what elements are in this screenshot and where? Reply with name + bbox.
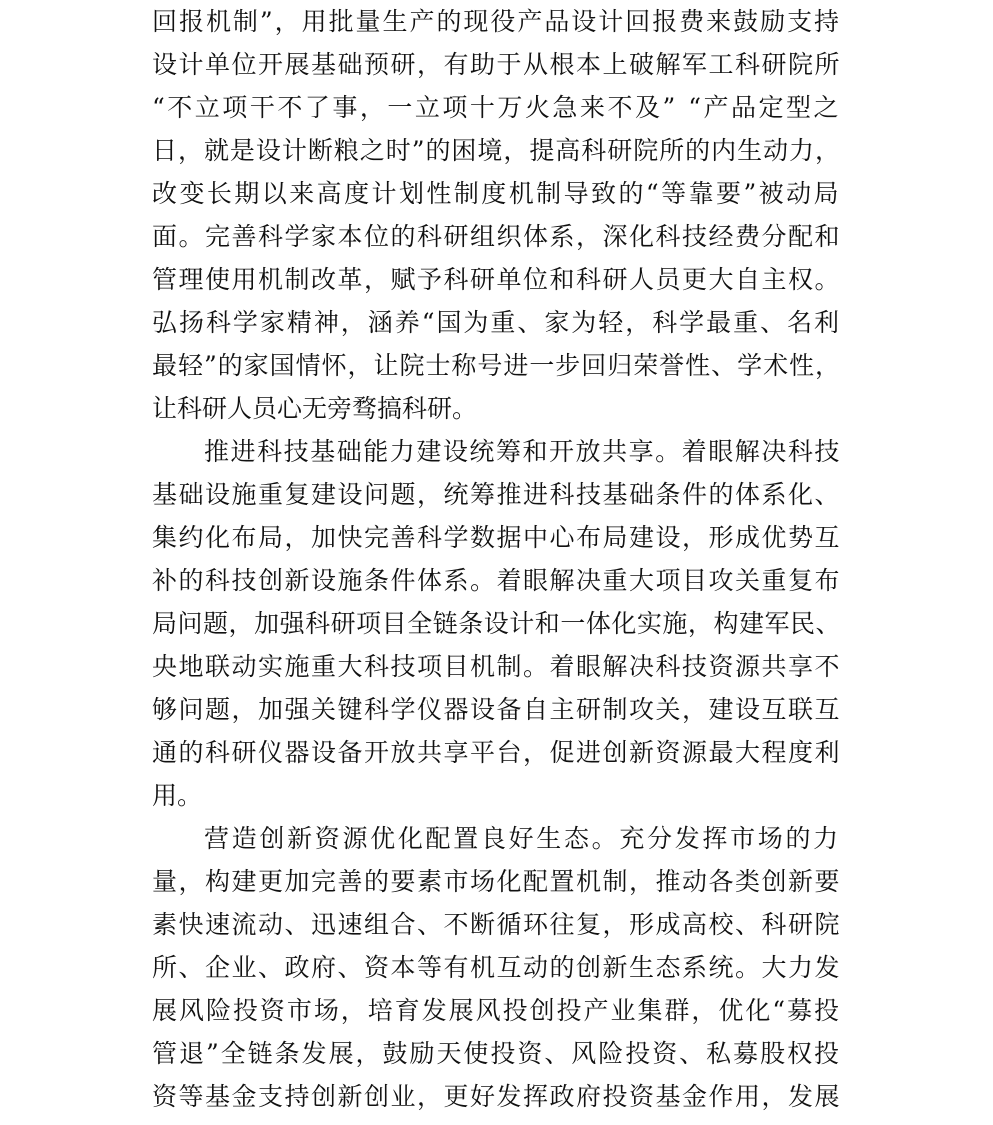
text-line: 局问题，加强科研项目全链条设计和一体化实施，构建军民、 bbox=[152, 609, 842, 638]
text-line: 让科研人员心无旁骛搞科研。 bbox=[152, 394, 478, 423]
text-line: 所、企业、政府、资本等有机互动的创新生态系统。大力发 bbox=[152, 953, 842, 982]
text-line: 回报机制”，用批量生产的现役产品设计回报费来鼓励支持 bbox=[152, 7, 842, 36]
text-line: 素快速流动、迅速组合、不断循环往复，形成高校、科研院 bbox=[152, 910, 842, 939]
text-line: 资等基金支持创新创业，更好发挥政府投资基金作用，发展 bbox=[152, 1082, 842, 1111]
text-line: 日，就是设计断粮之时”的困境，提高科研院所的内生动力， bbox=[152, 136, 841, 165]
text-line: 改变长期以来高度计划性制度机制导致的“等靠要”被动局 bbox=[152, 179, 842, 208]
text-line: 通的科研仪器设备开放共享平台，促进创新资源最大程度利 bbox=[152, 738, 842, 767]
text-line: 集约化布局，加快完善科学数据中心布局建设，形成优势互 bbox=[152, 523, 842, 552]
text-line: 弘扬科学家精神，涵养“国为重、家为轻，科学最重、名利 bbox=[152, 308, 842, 337]
paragraph-first-line: 推进科技基础能力建设统筹和开放共享。着眼解决科技 bbox=[204, 437, 841, 466]
text-line: 用。 bbox=[152, 781, 203, 810]
text-line: 基础设施重复建设问题，统筹推进科技基础条件的体系化、 bbox=[152, 480, 842, 509]
text-line: 量，构建更加完善的要素市场化配置机制，推动各类创新要 bbox=[152, 867, 842, 896]
paragraph-first-line: 营造创新资源优化配置良好生态。充分发挥市场的力 bbox=[204, 824, 841, 853]
text-line: “不立项干不了事，一立项十万火急来不及” “产品定型之 bbox=[152, 93, 842, 122]
text-line: 展风险投资市场，培育发展风投创投产业集群，优化“募投 bbox=[152, 996, 842, 1025]
text-line: 补的科技创新设施条件体系。着眼解决重大项目攻关重复布 bbox=[152, 566, 842, 595]
text-line: 设计单位开展基础预研，有助于从根本上破解军工科研院所 bbox=[152, 50, 842, 79]
text-line: 管退”全链条发展，鼓励天使投资、风险投资、私募股权投 bbox=[152, 1039, 842, 1068]
text-line: 最轻”的家国情怀，让院士称号进一步回归荣誉性、学术性， bbox=[152, 351, 841, 380]
text-line: 管理使用机制改革，赋予科研单位和科研人员更大自主权。 bbox=[152, 265, 842, 294]
text-line: 央地联动实施重大科技项目机制。着眼解决科技资源共享不 bbox=[152, 652, 842, 681]
text-line: 面。完善科学家本位的科研组织体系，深化科技经费分配和 bbox=[152, 222, 842, 251]
text-line: 够问题，加强关键科学仪器设备自主研制攻关，建设互联互 bbox=[152, 695, 842, 724]
